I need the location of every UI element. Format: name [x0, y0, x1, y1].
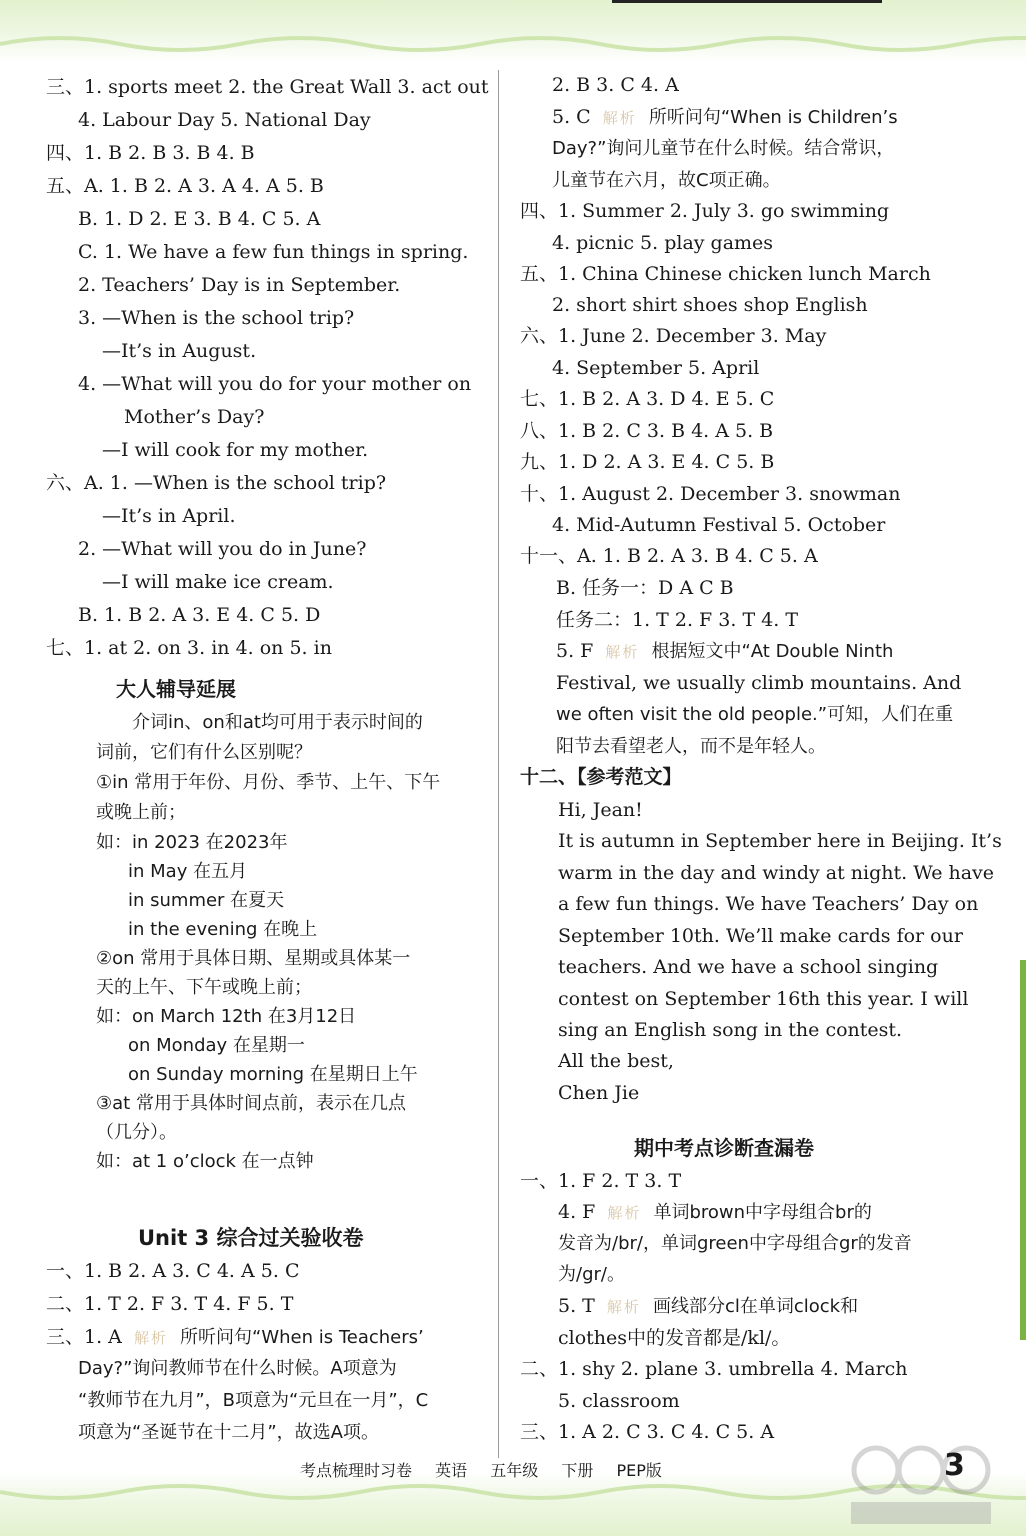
answer-line: 五、A. 1. B 2. A 3. A 4. A 5. B — [46, 175, 324, 197]
answer-line: 5. classroom — [558, 1390, 680, 1412]
tips-line: on Monday 在星期一 — [128, 1035, 305, 1056]
answer-line: 七、1. at 2. on 3. in 4. on 5. in — [46, 637, 332, 659]
answer-line: 二、1. T 2. F 3. T 4. F 5. T — [46, 1293, 294, 1315]
analysis-tag: 解析 — [133, 1329, 168, 1347]
analysis-tag: 解析 — [606, 1298, 641, 1316]
answer-line: 2. Teachers’ Day is in September. — [78, 274, 401, 296]
answer-line: 2. —What will you do in June? — [78, 538, 367, 560]
answer-line: 4. —What will you do for your mother on — [78, 373, 472, 395]
essay-line: teachers. And we have a school singing — [558, 956, 939, 978]
answer-line: 五、1. China Chinese chicken lunch March — [520, 263, 931, 285]
analysis-text: 儿童节在六月，故C项正确。 — [552, 170, 781, 191]
analysis-tag: 解析 — [605, 643, 640, 661]
question-number: 5. C — [552, 106, 591, 128]
essay-title: 十二、【参考范文】 — [520, 766, 682, 788]
answer-line: 九、1. D 2. A 3. E 4. C 5. B — [520, 451, 775, 473]
essay-line: September 10th. We’ll make cards for our — [558, 925, 963, 947]
top-decor-band — [0, 0, 1026, 62]
analysis-text: 所听问句“When is Teachers’ — [180, 1327, 424, 1348]
answer-line — [46, 1324, 424, 1351]
answer-line: B. 1. B 2. A 3. E 4. C 5. D — [78, 604, 321, 626]
tips-line: in the evening 在晚上 — [128, 919, 318, 940]
analysis-tag: 解析 — [607, 1204, 642, 1222]
answer-line: —It’s in August. — [102, 340, 257, 362]
answer-line: 4. September 5. April — [552, 357, 760, 379]
essay-line: Chen Jie — [558, 1082, 640, 1104]
tips-line: 或晚上前； — [96, 802, 186, 823]
answer-line: 一、1. F 2. T 3. T — [520, 1170, 682, 1192]
tips-line: in May 在五月 — [128, 861, 248, 882]
analysis-text: Festival, we usually climb mountains. And — [556, 672, 962, 694]
analysis-text: 阳节去看望老人，而不是年轻人。 — [556, 736, 826, 757]
analysis-text: Day?”询问教师节在什么时候。A项意为 — [78, 1358, 397, 1379]
analysis-text: 画线部分cl在单词clock和 — [652, 1296, 859, 1317]
answer-line: —It’s in April. — [102, 505, 236, 527]
answer-line: 十、1. August 2. December 3. snowman — [520, 483, 901, 505]
essay-line: warm in the day and windy at night. We have — [558, 862, 995, 884]
answer-line: 十一、A. 1. B 2. A 3. B 4. C 5. A — [520, 545, 818, 567]
answer-line — [552, 104, 898, 131]
answer-line: 三、1. A 2. C 3. C 4. C 5. A — [520, 1421, 775, 1443]
footer-edition: PEP版 — [616, 1461, 662, 1480]
tips-line: 如：at 1 o’clock 在一点钟 — [96, 1151, 314, 1172]
footer-grade: 五年级 — [490, 1461, 539, 1480]
top-rule — [612, 0, 882, 3]
tips-line: 如：in 2023 在2023年 — [96, 832, 288, 853]
footer-subject: 英语 — [435, 1461, 468, 1480]
analysis-text: clothes中的发音都是/kl/。 — [558, 1327, 791, 1349]
answer-line: C. 1. We have a few fun things in spring. — [78, 241, 469, 263]
essay-line: contest on September 16th this year. I will — [558, 988, 969, 1010]
tips-line: ③at 常用于具体时间点前，表示在几点 — [96, 1093, 406, 1114]
analysis-text: 为/gr/。 — [558, 1264, 625, 1285]
essay-line: It is autumn in September here in Beijing. It’s — [558, 830, 1002, 852]
answer-line: 三、1. sports meet 2. the Great Wall 3. act out — [46, 76, 489, 98]
tips-line: 如：on March 12th 在3月12日 — [96, 1006, 357, 1027]
answer-line: Mother’s Day? — [124, 406, 265, 428]
answer-line — [556, 638, 893, 665]
tips-line: on Sunday morning 在星期日上午 — [128, 1064, 418, 1085]
essay-line: Hi, Jean! — [558, 799, 643, 821]
answer-line — [558, 1199, 872, 1226]
side-accent-bar — [1020, 960, 1026, 1340]
analysis-text: “教师节在九月”，B项意为“元旦在一月”，C — [78, 1390, 429, 1411]
answer-line: 四、1. Summer 2. July 3. go swimming — [520, 200, 890, 222]
answer-line: 六、A. 1. —When is the school trip? — [46, 472, 387, 494]
tips-line: ①in 常用于年份、月份、季节、上午、下午 — [96, 772, 441, 793]
tips-title: 大人辅导延展 — [116, 677, 236, 701]
analysis-text: 根据短文中“At Double Ninth — [651, 641, 894, 662]
analysis-text: Day?”询问儿童节在什么时候。结合常识， — [552, 138, 895, 159]
answer-line: 4. picnic 5. play games — [552, 232, 774, 254]
answer-line: B. 1. D 2. E 3. B 4. C 5. A — [78, 208, 321, 230]
analysis-text: 所听问句“When is Children’s — [648, 107, 898, 128]
page-number: 3 — [944, 1448, 965, 1483]
analysis-text: we often visit the old people.”可知，人们在重 — [556, 704, 954, 725]
unit-title: Unit 3 综合过关验收卷 — [138, 1226, 364, 1250]
question-number: 5. F — [556, 640, 594, 662]
analysis-tag: 解析 — [602, 109, 637, 127]
essay-line: sing an English song in the contest. — [558, 1019, 903, 1041]
tips-line: （几分）。 — [96, 1122, 177, 1143]
tips-line: 天的上午、下午或晚上前； — [96, 977, 312, 998]
wave-decoration-icon — [0, 30, 1026, 54]
tips-line: 介词in、on和at均可用于表示时间的 — [132, 712, 423, 733]
tips-line: in summer 在夏天 — [128, 890, 285, 911]
question-number: 三、1. A — [46, 1326, 122, 1348]
answer-line — [558, 1293, 858, 1320]
analysis-text: 项意为“圣诞节在十二月”，故选A项。 — [78, 1422, 379, 1443]
answer-line: 3. —When is the school trip? — [78, 307, 355, 329]
page-footer — [300, 1458, 680, 1481]
question-number: 5. T — [558, 1295, 595, 1317]
answer-line: 二、1. shy 2. plane 3. umbrella 4. March — [520, 1358, 908, 1380]
answer-line: 六、1. June 2. December 3. May — [520, 325, 827, 347]
answer-line: 2. B 3. C 4. A — [552, 74, 679, 96]
answer-line: 一、1. B 2. A 3. C 4. A 5. C — [46, 1260, 300, 1282]
answer-line: —I will make ice cream. — [102, 571, 334, 593]
answer-line: 八、1. B 2. C 3. B 4. A 5. B — [520, 420, 774, 442]
watermark-logo-icon — [846, 1440, 996, 1530]
answer-line: 4. Labour Day 5. National Day — [78, 109, 371, 131]
footer-volume: 下册 — [561, 1461, 594, 1480]
midterm-title: 期中考点诊断查漏卷 — [634, 1136, 814, 1160]
tips-line: 词前，它们有什么区别呢？ — [96, 742, 312, 763]
answer-line: 任务二：1. T 2. F 3. T 4. T — [556, 609, 798, 631]
answer-line: B. 任务一：D A C B — [556, 577, 734, 599]
essay-line: a few fun things. We have Teachers’ Day on — [558, 893, 979, 915]
column-divider — [498, 70, 499, 1458]
answer-line: 四、1. B 2. B 3. B 4. B — [46, 142, 255, 164]
answer-line: 4. Mid-Autumn Festival 5. October — [552, 514, 886, 536]
question-number: 4. F — [558, 1201, 596, 1223]
answer-line: —I will cook for my mother. — [102, 439, 369, 461]
answer-line: 2. short shirt shoes shop English — [552, 294, 868, 316]
tips-line: ②on 常用于具体日期、星期或具体某一 — [96, 948, 411, 969]
analysis-text: 发音为/br/，单词green中字母组合gr的发音 — [558, 1233, 912, 1254]
analysis-text: 单词brown中字母组合br的 — [653, 1202, 872, 1223]
answer-line: 七、1. B 2. A 3. D 4. E 5. C — [520, 388, 775, 410]
essay-line: All the best, — [558, 1050, 674, 1072]
footer-book: 考点梳理时习卷 — [300, 1461, 413, 1480]
